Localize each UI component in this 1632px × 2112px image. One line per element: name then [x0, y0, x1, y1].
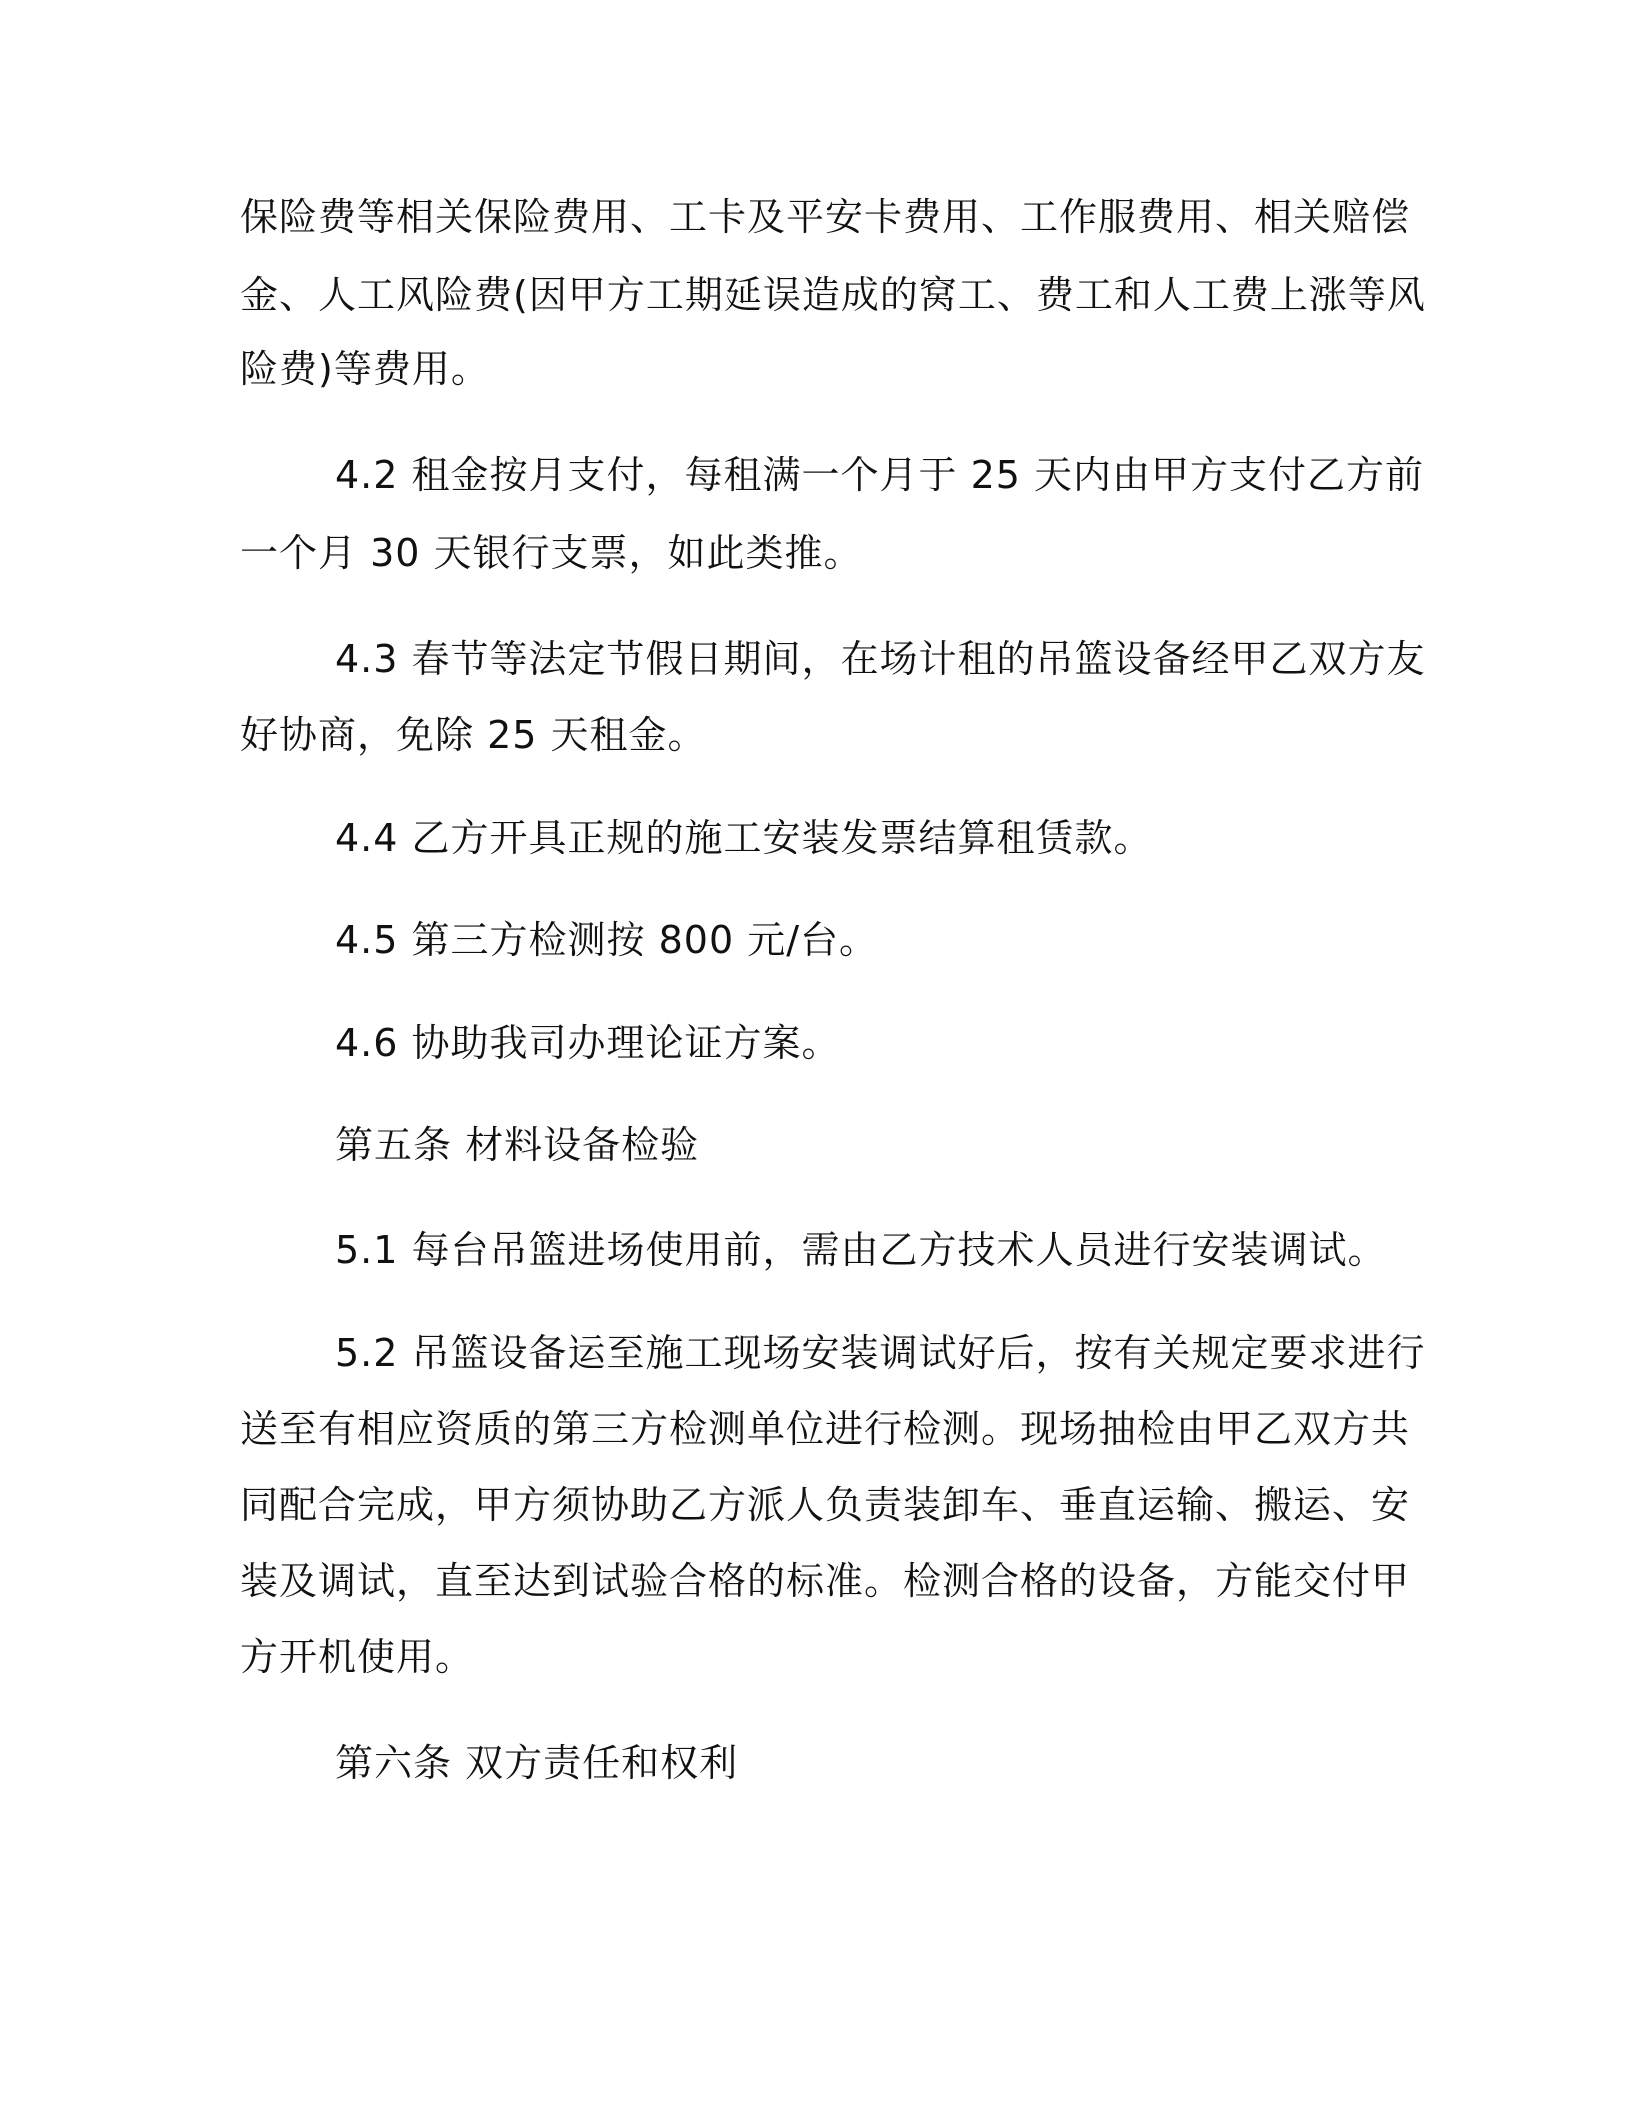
- clause-4-2-line-1: 4.2 租金按月支付，每租满一个月于 25 天内由甲方支付乙方前: [335, 453, 1425, 497]
- clause-5-2-line-2: 送至有相应资质的第三方检测单位进行检测。现场抽检由甲乙双方共: [240, 1407, 1411, 1451]
- clause-5-2-line-4: 装及调试，直至达到试验合格的标准。检测合格的设备，方能交付甲: [240, 1559, 1411, 1603]
- section-6-heading: 第六条 双方责任和权利: [335, 1741, 739, 1785]
- text-line-3: 险费)等费用。: [240, 347, 490, 391]
- clause-4-5: 4.5 第三方检测按 800 元/台。: [335, 918, 879, 962]
- clause-4-2-line-2: 一个月 30 天银行支票，如此类推。: [240, 531, 863, 575]
- text-line-1: 保险费等相关保险费用、工卡及平安卡费用、工作服费用、相关赔偿: [240, 195, 1411, 239]
- clause-4-3-line-1: 4.3 春节等法定节假日期间，在场计租的吊篮设备经甲乙双方友: [335, 637, 1426, 681]
- clause-4-4: 4.4 乙方开具正规的施工安装发票结算租赁款。: [335, 816, 1153, 860]
- clause-5-2-line-1: 5.2 吊篮设备运至施工现场安装调试好后，按有关规定要求进行: [335, 1331, 1426, 1375]
- section-5-heading: 第五条 材料设备检验: [335, 1123, 700, 1167]
- clause-4-6: 4.6 协助我司办理论证方案。: [335, 1021, 841, 1065]
- clause-5-2-line-3: 同配合完成，甲方须协助乙方派人负责装卸车、垂直运输、搬运、安: [240, 1483, 1411, 1527]
- clause-4-3-line-2: 好协商，免除 25 天租金。: [240, 713, 707, 757]
- clause-5-2-line-5: 方开机使用。: [240, 1635, 475, 1679]
- text-line-2: 金、人工风险费(因甲方工期延误造成的窝工、费工和人工费上涨等风: [240, 273, 1426, 317]
- clause-5-1: 5.1 每台吊篮进场使用前，需由乙方技术人员进行安装调试。: [335, 1228, 1387, 1272]
